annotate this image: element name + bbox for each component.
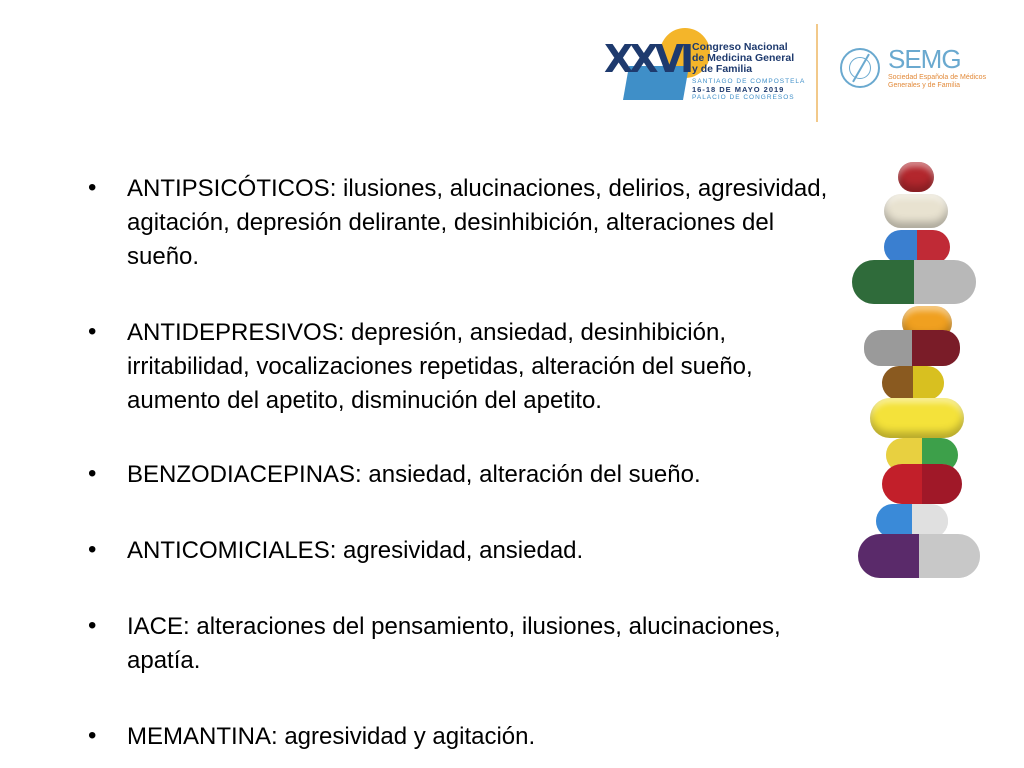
capsule — [882, 366, 944, 400]
header-logos — [600, 22, 990, 122]
stacked-capsules-image — [846, 160, 996, 590]
congress-title-line: de Medicina General — [692, 52, 795, 64]
congress-logo — [600, 22, 806, 122]
capsule — [870, 398, 964, 438]
list-item-text: ANTIPSICÓTICOS: ilusiones, alucinaciones, delirios, agresividad, agitación, depresión delirante, desinhibición, alteraciones del sueño. — [127, 175, 828, 270]
list-item-text: MEMANTINA: agresividad y agitación. — [127, 723, 536, 750]
bullet-icon: • — [88, 174, 97, 201]
semg-tagline — [888, 74, 998, 90]
bullet-icon: • — [88, 460, 97, 487]
capsule — [884, 230, 950, 264]
capsule — [864, 330, 960, 366]
list-item-text: ANTIDEPRESIVOS: depresión, ansiedad, desinhibición, irritabilidad, vocalizaciones repetidas, alteración del sueño, aumento del apetito, disminución del apetito. — [127, 319, 753, 414]
congress-roman-numeral: XXVI — [604, 37, 691, 81]
bullet-icon: • — [88, 318, 97, 345]
list-item-text: BENZODIACEPINAS: ansiedad, alteración del sueño. — [127, 461, 701, 488]
congress-city: SANTIAGO DE COMPOSTELA — [692, 78, 806, 85]
semg-tagline-line: Generales y de Familia — [888, 82, 960, 89]
semg-tagline-line: Sociedad Española de Médicos — [888, 74, 987, 81]
congress-venue: PALACIO DE CONGRESOS — [692, 94, 795, 101]
capsule — [898, 162, 934, 192]
logo-divider — [816, 24, 818, 122]
congress-title-line: Congreso Nacional — [692, 41, 788, 53]
bullet-icon: • — [88, 612, 97, 639]
semg-logo — [840, 44, 990, 108]
capsule — [852, 260, 976, 304]
list-item-text: IACE: alteraciones del pensamiento, ilusiones, alucinaciones, apatía. — [127, 613, 781, 674]
congress-title — [692, 42, 802, 75]
capsule — [876, 504, 948, 538]
capsule — [882, 464, 962, 504]
congress-details — [692, 78, 812, 102]
congress-title-line: y de Familia — [692, 63, 753, 75]
semg-name: SEMG — [888, 44, 961, 74]
capsule — [858, 534, 980, 578]
congress-dates: 16-18 DE MAYO 2019 — [692, 85, 785, 94]
bullet-icon: • — [88, 536, 97, 563]
list-item-text: ANTICOMICIALES: agresividad, ansiedad. — [127, 537, 584, 564]
bullet-icon: • — [88, 722, 97, 749]
semg-emblem-icon — [840, 48, 880, 88]
capsule — [884, 194, 948, 228]
